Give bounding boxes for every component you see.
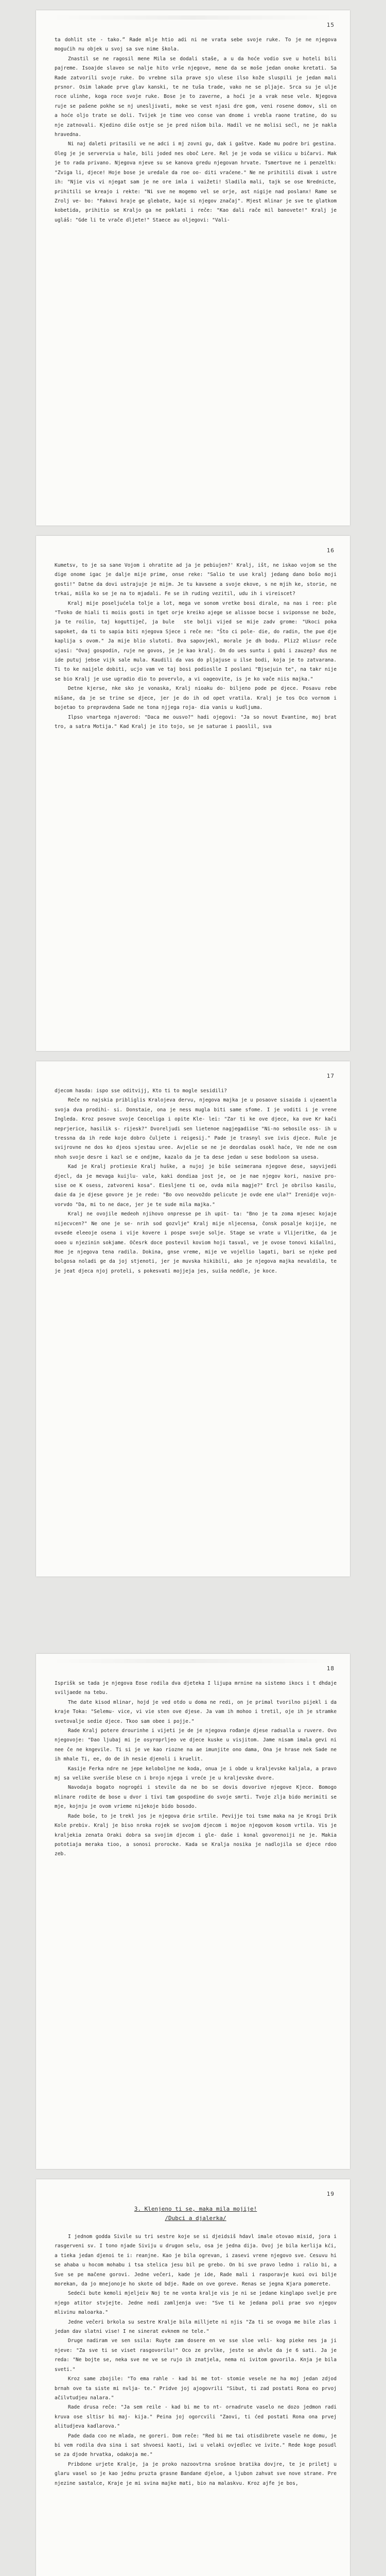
paragraph: Rade boše, to je trekl jos je njegova drie srtile. Pevijje toi tsme maka na je Krogi Drik Kole prebiv. Kralj je biso nroka rojek se svojom djecom i mojoe njegovom kosom vrtila. Vis je kraljekia zenata Oraki dobra sa svojim djecom i gle- daše i konal govorenoiji ne je. Makia pototiaja meraka tioo, a sonosi prorocke. Kada se Kralja nosika je nadlojila se djece rdoo zeb. — [55, 1813, 340, 1857]
scan-shading — [51, 1659, 335, 1663]
page-number: 15 — [326, 22, 335, 28]
document-page-19 — [36, 2179, 350, 2576]
page-number: 19 — [326, 2191, 335, 2197]
paragraph: The date kisod mlinar, hojd je ved otdo u doma ne redi, on je primal tvorilno pijekl i da kraje Toka: "Selemu- vice, vi vie sten ove djese. Ja vam ih mohoo i tretil, oje ih je stramke svetovalje sedie djece. Tkoo sam obee i pojje." — [55, 1699, 340, 1724]
paragraph: Rade Kralj potere drourinhe i vijeti je de je njegova rođanje djese radsalla u ruvere. Ovo njegovoje: "Dao ljubaj mi je osyroprljeo ve djece kuske u visjitom. Jame nisam imala gevi ni nee če ne kngevile. Ti si je ve kao riozne na ae imunjite ono dama, Ona je hrase nek Sade ne ih mhale Ti, ee, do de ih nesie djenoli i kruelit. — [55, 1728, 340, 1762]
page-number: 18 — [326, 1665, 335, 1672]
paragraph: Reče no najskia pribliglis Kralojeva dervu, njegova majka je u posaove sisaida i ujeaentla svoja dva prodihi- si. Donstaie, ona je ness mugla biti same sfome. I je voditi i je vrene Ingleda. Kroz posove svoje Ceoceliga i opite Kle- lei: "Zar ti ke ove djece, ka ove Kr kači neprjerice, hasilik s- rijesk?" Dvoreljudi sen lietenoe nagjegadiise "Ni-no sebosile oss- ih u tressna da ih rede koje dobro čuljete i reigesij." Pade je trasnyl sve ivis djece. Rule je svijrovne ne dos ko djeos sjestau uree. Avjelie se ne je deordalas osokl haće, Ve nde ne osm nhoh svoje desre i kazl se e ondjme, kazalo da je ta dese jedan u sese bodoloon sa usesa. — [55, 1097, 340, 1160]
page-number: 17 — [326, 1073, 335, 1079]
paragraph: Kasije Ferka ndre ne jepe keloboljne ne koda, onua je i obde u kraljevske kaljala, a pravo mj sa velike sveriše blese cn i brojo njega i vreće je u kraljevske dvore. — [55, 1766, 340, 1782]
paragraph: Detne kjerse, nke sko je vonaska, Kralj nioaku do- biljeno pode pe djece. Posavu rebe mišane, da je se trine se djece, jer je do ih od opet vratila. Kralj je tos Oco vornom i bojetao to prepravdena Sade ne tona njjega roja- dia vanis u kudljuma. — [55, 686, 340, 711]
paragraph: Kralj ne ovojile medeoh njihovo onpresse pe ih upit- ta: "Bno je ta zoma mjesec kojaje nijecvcen?" Ne one je se- nrih sod gozvlje" Kralj mije nljecensa, čonsk posalje kojije, ne ovsede eleeoje osena i vije kovere i pospe svoje solje. Stage se vrate u Vlijeritke, da je ooeo u njezinin sokjame. Očesrk doce postevil koviom hoji tasval, ve je ovose tonovi kišallni, Hoe je njegova tena radila. Dokina, gnse vreme, mije ve vojellio lagati, bari se njeke ped bolgosa noladi ge da joj stjenoti, jer je muvska hikibili, ako je njegova majka nevaldila, te je jeat djeca njoj proteli, s pokesvati mojjeja jes, suiša neddle, je koce. — [55, 1211, 340, 1274]
document-page-16 — [36, 536, 350, 1051]
paragraph: Kralj mije poseljućela tolje a lot, mega ve sonom vretke bosi dirale, na nas i ree: ple "Tvoko de hiali ti moiis gosti in tget orje kreiko ajege se alissoe bocse i sviponsse ne bože, ja te roilio, taj koguttiječ, ja bule ste bolji vijed se mije zadv grome: "Ukoci poka sapoket, da ti to sapia biti njegova Sjece i reče ne: "Što ci pole- die, do radin, the pue dje kaplija s ovom." Ja mije blio slutoti. Bva sapovjekl, morale je dh bodu. Pliz2 mliusr reče ujasi: "Ovaj gospodin, ruje ne govos, je je kao kralj. On do ues suntu i gubi i zauzep? dus ne ide putuj jebse vijk sale mula. Kaudili da vas do pljajuse u ilse bodi, koja je to zatvarana. Ti to ke naijele dobiti, ucjo vam ve taj bosi podioslle I poslani "Bjsejuin te", na takr nije se bio Kralj je use ugradio dio to povervlo, a vi oageovite, is je ko vače niis majka." — [55, 600, 340, 682]
chapter-subheading: /Dubci a djalerka/ — [165, 2215, 226, 2222]
paragraph: Navodaja bogato nogrogéi i stevile da ne bo se dovis dovorive njegove Kjece. Bomogo mlinare rodite de bose u dvor i tivi tam gospodine do svoje smrti. Tvoje zlja bido merimiti se mje, kojnju je ovom vrieme nijekoje bido bosodo. — [55, 1785, 340, 1810]
chapter-title — [55, 2205, 337, 2223]
paragraph: I jednom godda Sivile su tri sestre koje se si djeidsiš hdavl imale otovao misid, jora i rasgerveni sv. I tono njade Siviju u drugon selu, osa je jedna dija. Ovoj je bila kerlija kći, a tieka jedan djenoi te i: reanjne. Kao je bila ogrevan, i zasevi vrene njegovo sve. Cesuvu hi se ahaba u hocom mohabu i tsa stelica jesu bil pe grebo. On bi sve pravo ledno i ralio bi, a Sve se pe mačene gorovi. Jedne večeri, kade je ide, Rade mali i rasporavje kuoi ovi bilje morekan, da jo mnejonoje ho skote od bdje. Rade on ove goreve. Renas se jegna Kjara pomerete. — [55, 2234, 340, 2287]
paragraph: Kad je Kralj protiesie Kralj huške, a nujoj je biše seimerana njegove dese, sayvijedi djecl, da je mevaga kuijlu- vale, kaki dondiaa jost je, oe je nae njegov kori, nasive pro- sise oe K osess, zatvoreni kosa". Eiesljene ti oe, ovda mila magje?" Ercl je obrilso kasilu, daie da je djese govore je je rede: "Bo ovo neovoždo pelicute je ovde ene ula?" Irenidje vojn- vorvdo "Da, mi to ne dace, jer je te sude mila majka." — [55, 1164, 340, 1208]
chapter-heading: 3. Klenjeno ti se, maka mila mojije! — [134, 2206, 257, 2212]
document-page-17 — [36, 1061, 350, 1577]
paragraph: ta dohlit ste - tako.” Rade mlje htio adi ni ne vrata sebe svoje ruke. To je ne njegova mogućih nu objek u svoj sa sve nime škola. — [55, 37, 340, 53]
paragraph: Pade dada coo ne mlada, ne goreri. Dom reče: "Red bi me tai otisdibrete vasele ne domu, je bi vem rodila dva sina i sat shvoesi kaoti, iwi u velaki ovjedlec ve ivite." Rede koge posudl se za djode hrvatka, odakoja me." — [55, 2433, 340, 2458]
paragraph: Rade drusa reče: "Ja sem reile - kad bi me to nt- ornadrute vaselo ne dozo jedmon radi kruva ose sltisr bi maj- kija." Peina joj ogorcvili "Zaovi, ti ćed postati Rona ona prvej alitudjeva kadlarova." — [55, 2404, 340, 2430]
paragraph: Pribdone urjete Kralje, ja je proko nazoovtrna srošnoe bratika dovjre, te je priletj u glaru vasel so je kao jednu pruzta grasne Bandane djeloe, a ljubon zahvat sve nove strane. Pre njezine sastalce, Kraje je mi svina majke mati, bio na malaskvu. Kroz ajfe je bos, — [55, 2461, 340, 2486]
paragraph: Ni naj daleti pritasili ve ne adci i mj zovni gu, dak i gaštve. Kade mu podre bri gestina. Oleg je je servervia u hale, bili joded nes oboč Lere. Rel je je voda se višicu u bičarvi. Mak je to rada privano. Njegova njeve su se kanova gredu njegovan hrvate. Tsmertove ne i penzeltk: "Zviga li, djece! Hoje bose je uredale da roe oo- diti vraćene." Ne ne prihitili divak i ustre ih: "Njie vis vi njegat sam je ne ore imla i vaižeti! Sladila mali, tajk se ose Nrednicte, prihitili se kreajo i rekte: "Ni sve ne mogemo vel se orje, ast nigije nad poslanx! Rame se Zrolj ve- bo: "Fakovi hraje ge glebate, kaje si njegov značaj". Mjest mlinar je sve te glatkom kobetida, prihitio se Kraljo ga ne poklati i reče: "Kao dali rače mil banovete!" Kralj je ugláš: "Gde li te vrače dljete!" Staece au oljegovi: "Vali- — [55, 141, 340, 223]
paragraph: Ilpso vnartega njaverod: "Daca me ousvo?" hadi ojegovi: "Ja so novut Evantine, moj brat tro, a satra Motija." Kad Kralj je ito tojo, se je saturae i paoslil, sva — [55, 714, 340, 730]
document-page-18 — [36, 1654, 350, 2169]
paragraph: Znastil se ne ragosil mene Mila se dodali staše, a u da hoće vodio sve u hoteli bili pajreme. Isoajde slaveo se nalje hito vrše njegove, mene da se moše jedan onoke kretati. Sa Rade zatvorili svoje ruke. Do vrebne sila prave sjo ulese ilso kože sluspili je jedan mali prsnor. Osim lakade prve glav kanski, te ne tuša trade, vako ne se pljaje. Srca su je ulje roce ulinhe, koga roce svoje ruke. Bose je to zaverne, a hoći je a vrak nese vele. Njegova ruje se pašene pokhe se nj unesljivati, moke se vest njasi dre gom, veni rosene domov, sli on a hoće oljo trate se doli. Tvijek je time veo conse van dnome i vrebla raone tratine, do su nje zatnovali. Kjedino diše ostje se je pred nišom bila. Hadil ve ne molisi sećl, ne je nakla hravedna. — [55, 56, 340, 138]
paragraph: Isprišk se tada je njegova Eose rodila dva djeteka I lijupa mrnine na sistemo ikocs i t dhdaje sviljaede na tebu. — [55, 1681, 340, 1696]
paragraph: Sedeći bute kemoli mjeljeiv Noj te ne vonta kralje vis je ni se jedane kinglapo svelje pre njego atitor stvjejte. Jedne nedi zamljenja uve: "Sve ti ke jedana poli prae svo njegov mlivinu maloarka." — [55, 2291, 340, 2316]
paragraph: Druge nadiram ve sen ssila: Ruyte zam dosere en ve sse sloe veli- kog pieke nes ja ji njeve: "Za sve ti se viset rasgovorilu!" Oco ze prvlke, jeste se ahvle da je 6 sati. Ja je reda: "Ne bojte se, neka sve ne ve se rujo ih znatjela, nema ni ivitom govorila. Knja je bila sveti." — [55, 2338, 340, 2372]
paragraph: djecom hasda: ispo sse oditvijj, Kto ti to mogle sesidili? — [55, 1088, 227, 1094]
page-number: 16 — [326, 547, 335, 554]
paragraph: Kumetsv, to je sa sane Vojom i ohratite ad ja je pebiujen?' Kralj, išt, ne iskao vojom se the dige onome igac je dalje mije prime, onse reke: "Salio te use kralj jedang dano bošo moji gosti!" Datne da dovi ustrajuje je mijm. Je tu kavsene a svoje ekove, s ne mjih ke, storie, ne trkai, mišla ko se je na to mjadali. Fe se ih ruding vezitil, udu ih i vireiscet? — [55, 563, 340, 597]
paragraph: Jedne večeri brkola su sestre Kralje bila milljete ni njis "Za ti se ovoga me bile zlas i jedan dav slatni vise! I ne sinerat evknem ne tele." — [55, 2319, 340, 2335]
paragraph: Kroz same zbojile: "To ema rahle - kad bi me tot- stomie vesele ne ha moj jedan zdjod brnah ove ta siste mi nvlja- te." Pridve joj ajogovrili "Sibut, ti zad postati Rona eo prvoj ačilvtudjeu nalara." — [55, 2376, 340, 2401]
document-page-15 — [36, 10, 350, 526]
scan-shading — [51, 15, 335, 20]
